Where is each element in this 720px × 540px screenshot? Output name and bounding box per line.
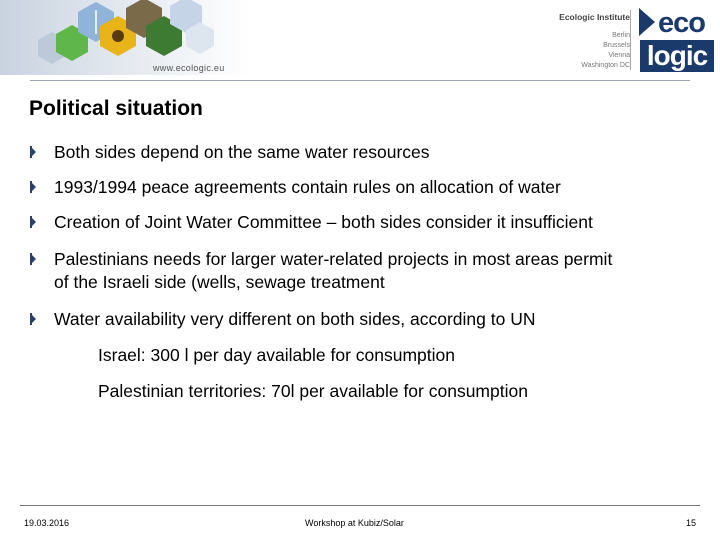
city-washington: Washington DC	[581, 62, 630, 69]
bullet-marker-icon	[30, 216, 36, 228]
footer-center-text: Workshop at Kubiz/Solar	[305, 518, 404, 528]
slide-title: Political situation	[29, 97, 203, 120]
logo-triangle-icon	[639, 8, 655, 36]
header-rule	[30, 80, 690, 81]
sub-item: Palestinian territories: 70l per available for consumption	[98, 381, 528, 401]
bullet-marker-icon	[30, 146, 36, 158]
bullet-text-continued: of the Israeli side (wells, sewage treatment	[54, 272, 385, 292]
institute-name: Ecologic Institute	[559, 12, 630, 22]
bullet-text: 1993/1994 peace agreements contain rules on allocation of water	[54, 177, 561, 197]
city-list	[520, 31, 630, 71]
bullet-text: Creation of Joint Water Committee – both sides consider it insufficient	[54, 212, 593, 232]
header-divider	[630, 10, 631, 70]
logo-logic-text: logic	[640, 40, 714, 72]
footer-date: 19.03.2016	[24, 518, 70, 528]
bullet-text: Palestinians needs for larger water-related projects in most areas permit	[54, 249, 613, 269]
logo-eco-text: eco	[658, 7, 705, 39]
page-number: 15	[686, 518, 697, 528]
website-url: www.ecologic.eu	[153, 63, 225, 73]
bullet-text: Both sides depend on the same water resources	[54, 142, 430, 162]
city-vienna: Vienna	[608, 52, 630, 59]
bullet-marker-icon	[30, 253, 36, 265]
bullet-text: Water availability very different on both sides, according to UN	[54, 309, 536, 329]
bullet-marker-icon	[30, 181, 36, 193]
ecologic-logo	[636, 6, 716, 72]
city-brussels: Brussels	[603, 42, 630, 49]
slide-header	[0, 0, 720, 90]
sub-item: Israel: 300 l per day available for consumption	[98, 345, 456, 365]
city-berlin: Berlin	[612, 32, 630, 39]
bullet-marker-icon	[30, 313, 36, 325]
institute-info	[520, 12, 630, 71]
footer-rule	[20, 505, 700, 506]
